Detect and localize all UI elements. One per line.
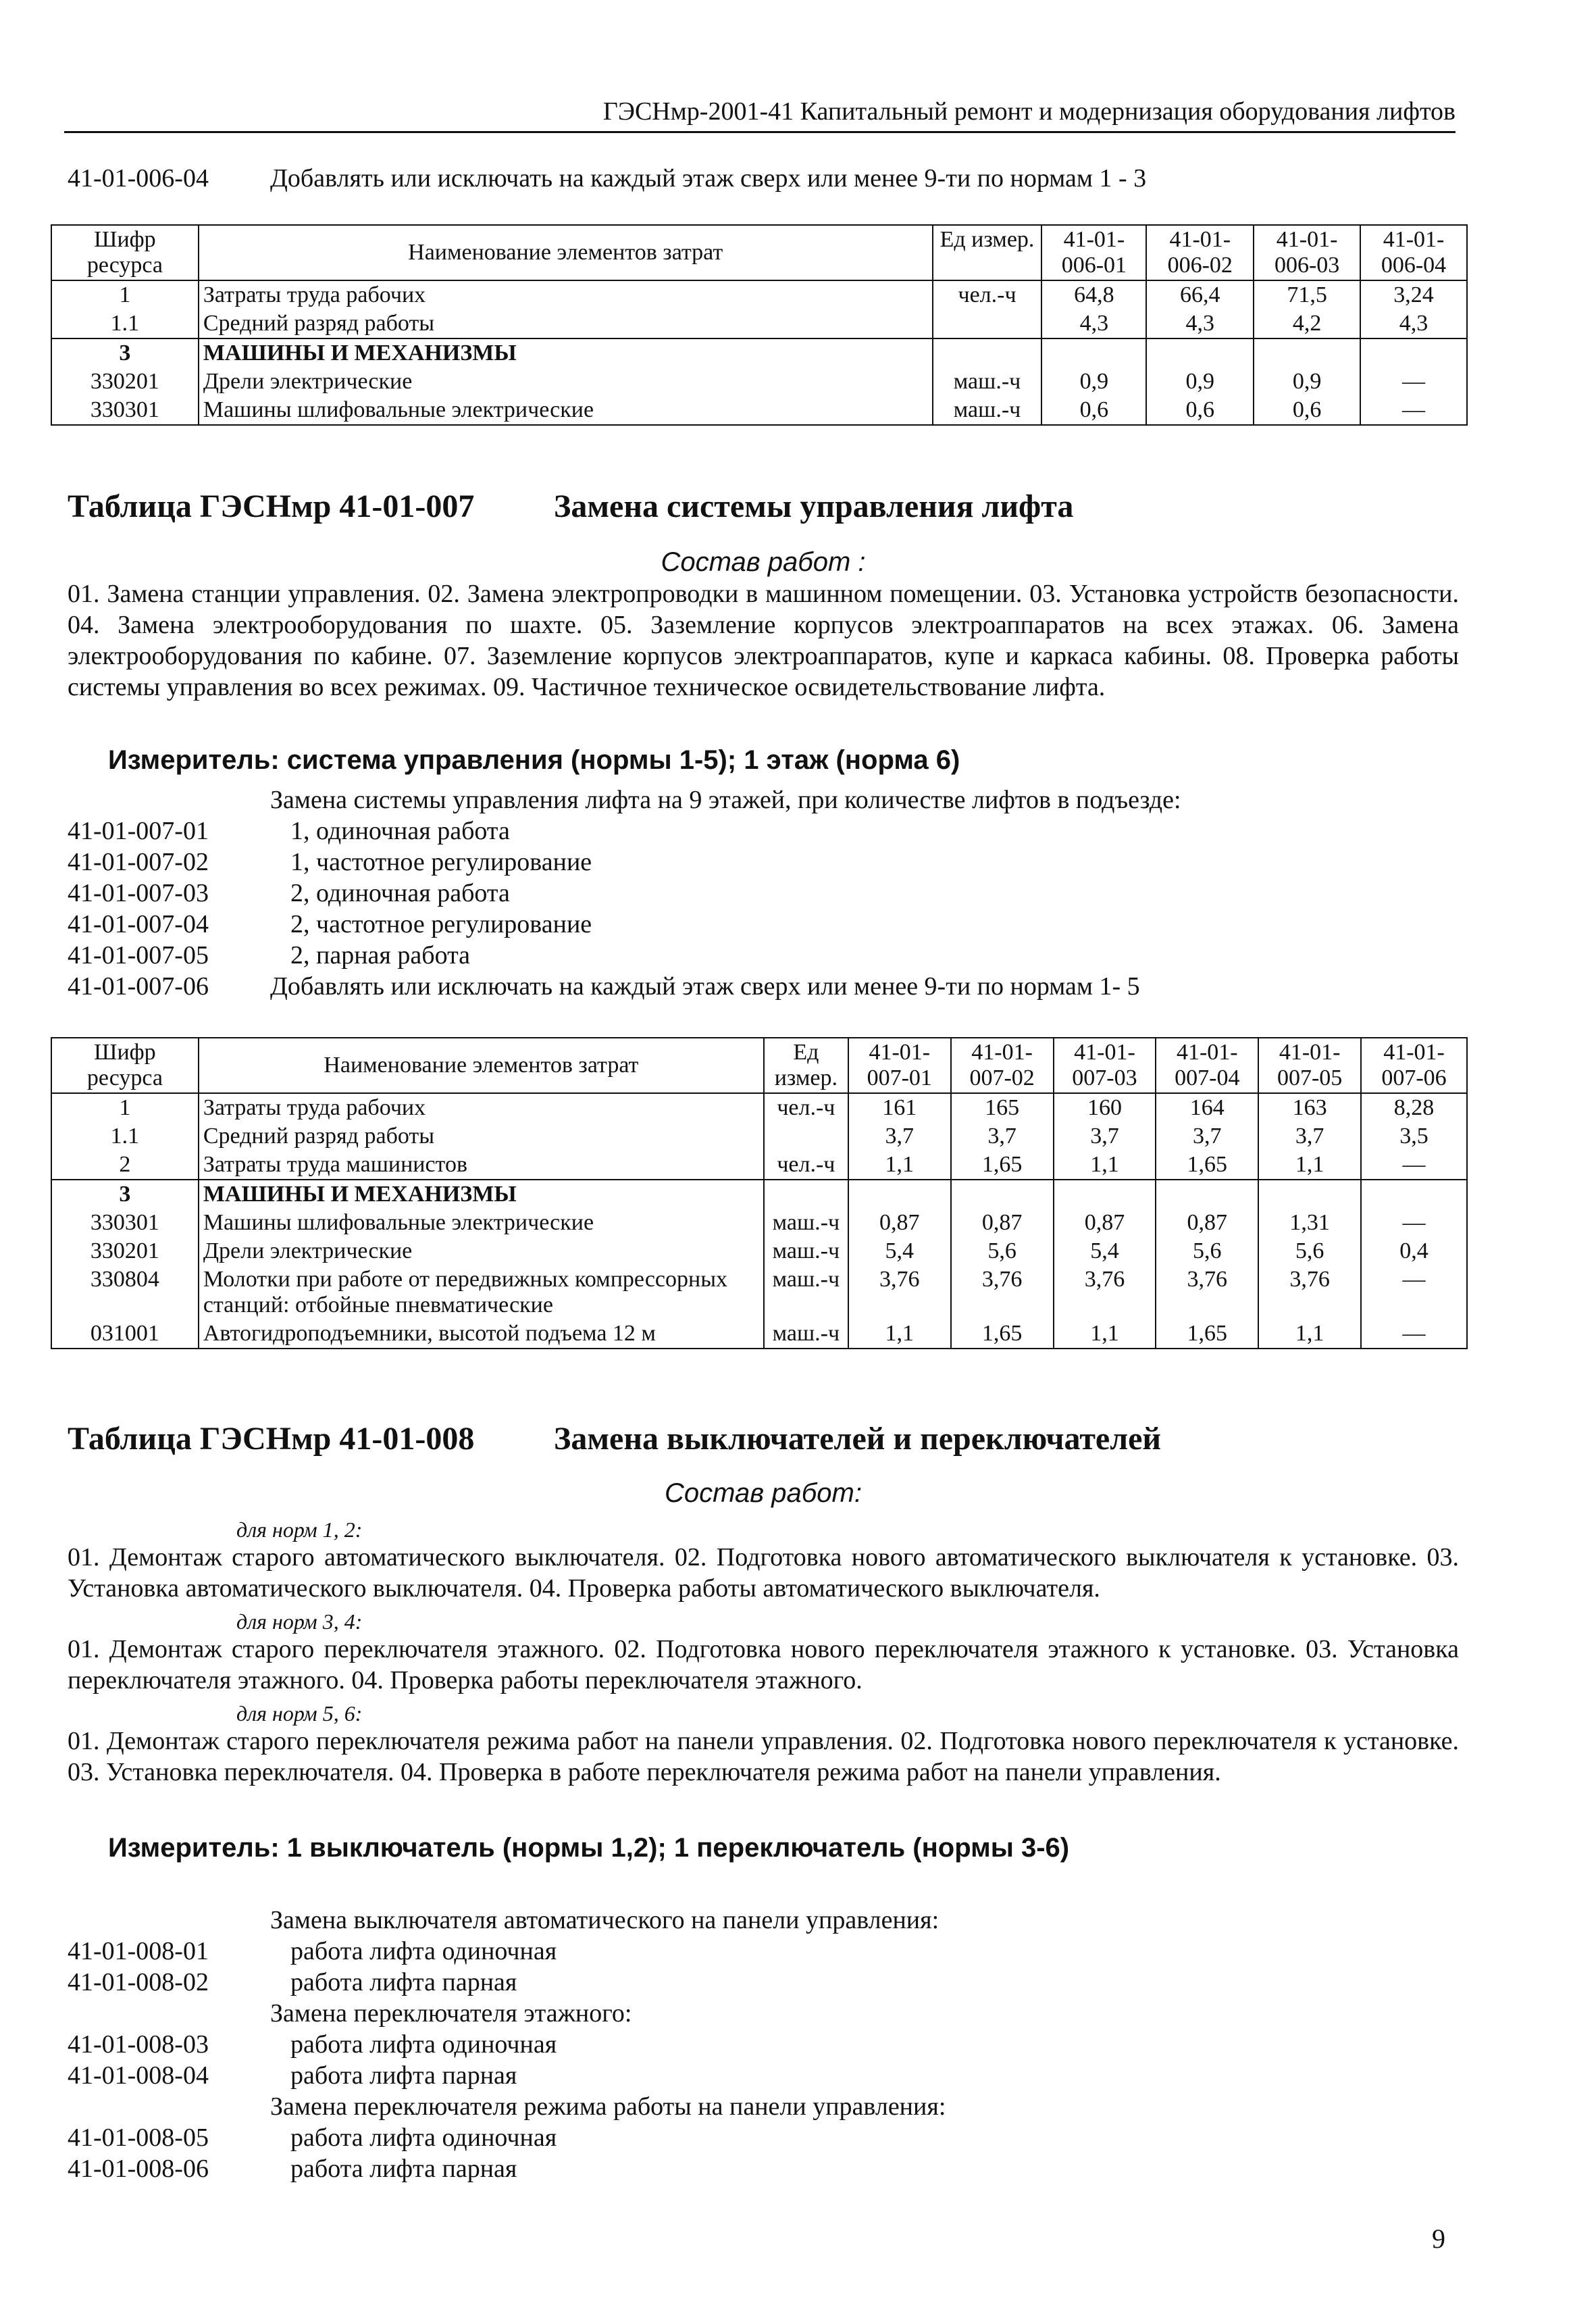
norm-row [68, 162, 209, 195]
cell-value: 0,87 [1054, 1209, 1156, 1237]
cell-value: — [1361, 1209, 1467, 1237]
cell-unit: чел.-ч [764, 1151, 848, 1180]
cell-value [848, 1180, 951, 1209]
header-norm: 41-01- 007-03 [1054, 1038, 1156, 1093]
cell-value: 1,31 [1258, 1209, 1361, 1237]
table-row [51, 338, 1467, 368]
cell-value: 0,87 [848, 1209, 951, 1237]
cell-value [951, 1180, 1054, 1209]
work-composition-heading: Состав работ : [661, 547, 866, 577]
norm-code: 41-01-008-03 [68, 2030, 209, 2059]
cell-code: 1.1 [51, 309, 199, 338]
cell-value: 64,8 [1041, 280, 1146, 309]
cell-value: 5,6 [1156, 1237, 1258, 1265]
cell-value: 1,65 [951, 1151, 1054, 1180]
cell-value: 3,76 [951, 1265, 1054, 1319]
resource-table-007 [51, 1037, 1468, 1349]
cell-value [1054, 1180, 1156, 1209]
cell-value: 0,6 [1254, 396, 1360, 425]
cell-name: МАШИНЫ И МЕХАНИЗМЫ [199, 1180, 764, 1209]
table-row [51, 1319, 1467, 1349]
table-row [51, 1265, 1467, 1319]
cell-unit [933, 338, 1042, 368]
cell-value [1360, 338, 1467, 368]
cell-value: 3,7 [1054, 1122, 1156, 1151]
header-unit: Ед измер. [764, 1038, 848, 1093]
cell-value: — [1361, 1151, 1467, 1180]
cell-value: — [1361, 1319, 1467, 1349]
cell-value: 163 [1258, 1093, 1361, 1122]
cell-value: 1,65 [1156, 1151, 1258, 1180]
norm-group-heading: Замена выключателя автоматического на панели управления: [270, 1906, 939, 1934]
cell-value: 0,6 [1146, 396, 1254, 425]
cell-name: Автогидроподъемники, высотой подъема 12 м [199, 1319, 764, 1349]
header-name: Наименование элементов затрат [199, 1038, 764, 1093]
norm-code: 41-01-008-04 [68, 2061, 209, 2090]
norm-code: 41-01-007-04 [68, 910, 209, 938]
cell-value: 1,1 [848, 1151, 951, 1180]
cell-code: 330201 [51, 368, 199, 396]
cell-value: 164 [1156, 1093, 1258, 1122]
table-row [51, 1209, 1467, 1237]
cell-value [1361, 1180, 1467, 1209]
cell-value: 3,76 [1054, 1265, 1156, 1319]
cell-value: 5,4 [1054, 1237, 1156, 1265]
table-header-row [51, 1038, 1467, 1093]
norm-text: работа лифта парная [290, 2155, 517, 2183]
cell-value: 3,5 [1361, 1122, 1467, 1151]
section-title: Таблица ГЭСНмр 41-01-008 [68, 1421, 475, 1457]
header-norm: 41-01- 006-02 [1146, 225, 1254, 280]
cell-value: 0,6 [1041, 396, 1146, 425]
norm-text: работа лифта одиночная [290, 2030, 557, 2059]
table-row [51, 1180, 1467, 1209]
section-name: Замена выключателей и переключателей [554, 1421, 1162, 1457]
cell-value: 3,7 [848, 1122, 951, 1151]
cell-unit: маш.-ч [764, 1319, 848, 1349]
norm-text: 2, одиночная работа [290, 879, 510, 907]
cell-name: Затраты труда рабочих [199, 1093, 764, 1122]
cell-code: 1 [51, 280, 199, 309]
cell-value: 0,9 [1254, 368, 1360, 396]
cell-value [1258, 1180, 1361, 1209]
cell-unit: маш.-ч [933, 368, 1042, 396]
cell-value: 4,3 [1146, 309, 1254, 338]
page-number: 9 [1432, 2223, 1445, 2254]
cell-unit [764, 1122, 848, 1151]
norm-code: 41-01-007-03 [68, 879, 209, 907]
norm-code: 41-01-007-06 [68, 972, 209, 1001]
cell-value: 0,87 [1156, 1209, 1258, 1237]
section-name: Замена системы управления лифта [554, 488, 1074, 524]
norm-code: 41-01-008-05 [68, 2123, 209, 2152]
cell-value: 4,3 [1041, 309, 1146, 338]
norm-text: 2, частотное регулирование [290, 910, 592, 938]
cell-value: 1,1 [1258, 1319, 1361, 1349]
header-name: Наименование элементов затрат [199, 225, 933, 280]
cell-unit: чел.-ч [764, 1093, 848, 1122]
cell-value: 71,5 [1254, 280, 1360, 309]
work-composition-text: 01. Демонтаж старого автоматического выключателя. 02. Подготовка нового автоматического выключателя к установке. 03. Установка автоматического выключателя. 04. Проверка работы автоматического выключателя. [68, 1543, 1459, 1603]
cell-code: 330301 [51, 1209, 199, 1237]
cell-value: 3,76 [848, 1265, 951, 1319]
cell-value: 0,87 [951, 1209, 1054, 1237]
norm-text: работа лифта одиночная [290, 2123, 557, 2152]
cell-value: — [1360, 396, 1467, 425]
work-composition-text: 01. Демонтаж старого переключателя этажного. 02. Подготовка нового переключателя этажного к установке. 03. Установка переключателя этажного. 04. Проверка работы переключателя этажного. [68, 1635, 1459, 1694]
norm-group-heading: Замена переключателя режима работы на панели управления: [270, 2092, 946, 2121]
header-norm: 41-01- 007-06 [1361, 1038, 1467, 1093]
norm-group-label: для норм 1, 2: [236, 1517, 363, 1542]
cell-name: Средний разряд работы [199, 1122, 764, 1151]
cell-unit: маш.-ч [764, 1209, 848, 1237]
cell-value: 3,76 [1258, 1265, 1361, 1319]
header-norm: 41-01- 007-04 [1156, 1038, 1258, 1093]
cell-name: Средний разряд работы [199, 309, 933, 338]
cell-value: 5,6 [951, 1237, 1054, 1265]
cell-value: 8,28 [1361, 1093, 1467, 1122]
header-unit: Ед измер. [933, 225, 1042, 280]
cell-value: — [1361, 1265, 1467, 1319]
section-title: Таблица ГЭСНмр 41-01-007 [68, 488, 475, 524]
cell-name: Машины шлифовальные электрические [199, 396, 933, 425]
cell-code: 330804 [51, 1265, 199, 1319]
cell-unit: маш.-ч [764, 1265, 848, 1319]
table-row [51, 1093, 1467, 1122]
norm-code: 41-01-008-01 [68, 1937, 209, 1965]
table-row [51, 1122, 1467, 1151]
header-norm: 41-01- 007-02 [951, 1038, 1054, 1093]
cell-value [1146, 338, 1254, 368]
table-row [51, 309, 1467, 338]
cell-value: 3,24 [1360, 280, 1467, 309]
cell-value: 160 [1054, 1093, 1156, 1122]
cell-unit: маш.-ч [764, 1237, 848, 1265]
cell-name: Затраты труда рабочих [199, 280, 933, 309]
cell-value [1156, 1180, 1258, 1209]
norm-text: работа лифта парная [290, 2061, 517, 2090]
cell-code: 3 [51, 338, 199, 368]
table-row [51, 396, 1467, 425]
cell-value: 5,4 [848, 1237, 951, 1265]
cell-value: 3,7 [951, 1122, 1054, 1151]
cell-value: 1,1 [1054, 1151, 1156, 1180]
cell-value: 0,4 [1361, 1237, 1467, 1265]
norm-group-label: для норм 5, 6: [236, 1701, 363, 1726]
work-composition-heading: Состав работ: [665, 1478, 862, 1508]
norm-text: 1, частотное регулирование [290, 848, 592, 876]
cell-value: 161 [848, 1093, 951, 1122]
norm-text: Добавлять или исключать на каждый этаж сверх или менее 9-ти по нормам 1- 5 [270, 972, 1140, 1001]
cell-name: МАШИНЫ И МЕХАНИЗМЫ [199, 338, 933, 368]
cell-value: 165 [951, 1093, 1054, 1122]
cell-value: 0,9 [1041, 368, 1146, 396]
cell-value: 1,1 [1258, 1151, 1361, 1180]
measure-unit: Измеритель: 1 выключатель (нормы 1,2); 1 переключатель (нормы 3-6) [108, 1833, 1070, 1863]
cell-unit: маш.-ч [933, 396, 1042, 425]
norms-intro: Замена системы управления лифта на 9 этажей, при количестве лифтов в подъезде: [270, 786, 1181, 814]
cell-value [1254, 338, 1360, 368]
running-header: ГЭСНмр-2001-41 Капитальный ремонт и модернизация оборудования лифтов [64, 95, 1456, 133]
norm-group-heading: Замена переключателя этажного: [270, 1999, 632, 2028]
norm-text: работа лифта одиночная [290, 1937, 557, 1965]
norm-text: 1, одиночная работа [290, 817, 510, 845]
cell-value: — [1360, 368, 1467, 396]
norm-code: 41-01-007-01 [68, 817, 209, 845]
table-row [51, 1151, 1467, 1180]
cell-code: 031001 [51, 1319, 199, 1349]
cell-value: 3,7 [1258, 1122, 1361, 1151]
cell-value: 1,1 [848, 1319, 951, 1349]
cell-unit [764, 1180, 848, 1209]
norm-code: 41-01-007-02 [68, 848, 209, 876]
cell-value: 3,7 [1156, 1122, 1258, 1151]
header-norm: 41-01- 006-04 [1360, 225, 1467, 280]
cell-value: 66,4 [1146, 280, 1254, 309]
cell-name: Машины шлифовальные электрические [199, 1209, 764, 1237]
table-row [51, 280, 1467, 309]
cell-value: 1,65 [1156, 1319, 1258, 1349]
norm-text: 2, парная работа [290, 941, 471, 970]
header-norm: 41-01- 006-03 [1254, 225, 1360, 280]
header-norm: 41-01- 007-05 [1258, 1038, 1361, 1093]
norm-code: 41-01-008-02 [68, 1968, 209, 1996]
norm-code: 41-01-008-06 [68, 2155, 209, 2183]
cell-value: 0,9 [1146, 368, 1254, 396]
cell-value: 1,1 [1054, 1319, 1156, 1349]
header-norm: 41-01- 007-01 [848, 1038, 951, 1093]
cell-name: Дрели электрические [199, 368, 933, 396]
cell-name: Дрели электрические [199, 1237, 764, 1265]
table-row [51, 1237, 1467, 1265]
table-row [51, 368, 1467, 396]
cell-value [1041, 338, 1146, 368]
cell-value: 4,2 [1254, 309, 1360, 338]
measure-unit: Измеритель: система управления (нормы 1-5); 1 этаж (норма 6) [108, 745, 960, 775]
header-norm: 41-01- 006-01 [1041, 225, 1146, 280]
norm-text: Добавлять или исключать на каждый этаж сверх или менее 9-ти по нормам 1 - 3 [270, 164, 1147, 193]
cell-code: 330201 [51, 1237, 199, 1265]
work-composition-text: 01. Демонтаж старого переключателя режима работ на панели управления. 02. Подготовка нового переключателя к установке. 03. Установка переключателя. 04. Проверка в работе переключателя режима работ на панели управления. [68, 1727, 1459, 1786]
cell-name: Затраты труда машинистов [199, 1151, 764, 1180]
norm-text: работа лифта парная [290, 1968, 517, 1996]
cell-code: 330301 [51, 396, 199, 425]
cell-code: 1.1 [51, 1122, 199, 1151]
cell-unit [933, 309, 1042, 338]
cell-value: 1,65 [951, 1319, 1054, 1349]
norm-code: 41-01-007-05 [68, 941, 209, 970]
header-code: Шифр ресурса [51, 1038, 199, 1093]
work-composition-text: 01. Замена станции управления. 02. Замена электропроводки в машинном помещении. 03. Установка устройств безопасности. 04. Замена электрооборудования по шахте. 05. Заземление корпусов электроаппаратов на всех этажах. 06. Замена электрооборудования по кабине. 07. Заземление корпусов электроаппаратов, купе и каркаса кабины. 08. Проверка работы системы управления во всех режимах. 09. Частичное техническое освидетельствование лифта. [68, 580, 1459, 701]
cell-code: 3 [51, 1180, 199, 1209]
cell-value: 3,76 [1156, 1265, 1258, 1319]
resource-table-006 [51, 224, 1468, 426]
cell-value: 4,3 [1360, 309, 1467, 338]
cell-name: Молотки при работе от передвижных компрессорных станций: отбойные пневматические [199, 1265, 764, 1319]
header-code: Шифр ресурса [51, 225, 199, 280]
cell-code: 2 [51, 1151, 199, 1180]
norm-code: 41-01-006-04 [68, 164, 209, 193]
cell-code: 1 [51, 1093, 199, 1122]
cell-value: 5,6 [1258, 1237, 1361, 1265]
table-header-row [51, 225, 1467, 280]
norm-group-label: для норм 3, 4: [236, 1609, 363, 1634]
cell-unit: чел.-ч [933, 280, 1042, 309]
